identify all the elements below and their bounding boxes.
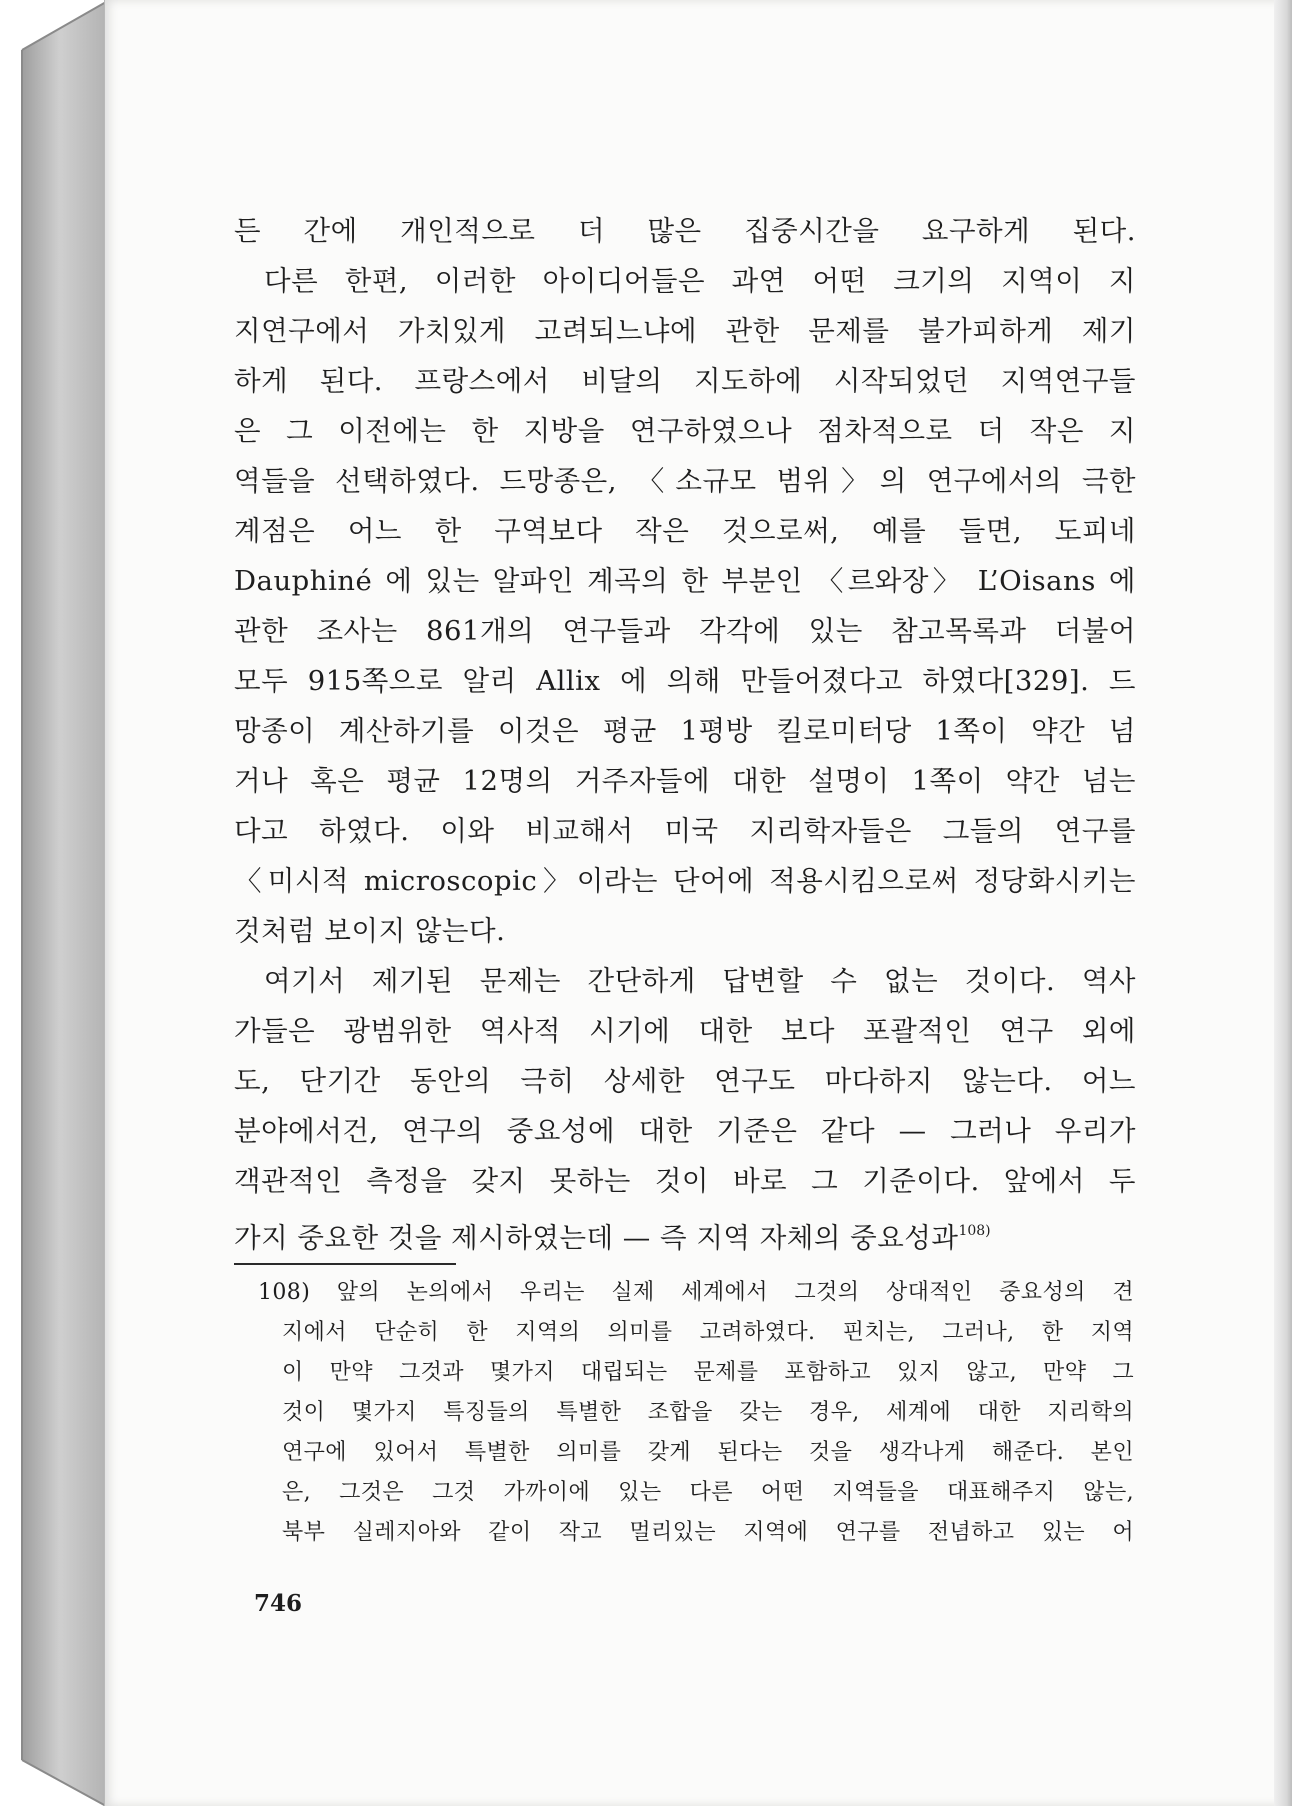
body-line-with-footnote-ref	[234, 1206, 1136, 1256]
footnote-reference: 108)	[958, 1223, 991, 1239]
footnote-line: 은, 그것은 그것 가까이에 있는 다른 어떤 지역들을 대표해주지 않는,	[282, 1480, 1134, 1505]
footnote-line: 연구에 있어서 특별한 의미를 갖게 된다는 것을 생각나게 해준다. 본인	[282, 1440, 1134, 1465]
body-line: 분야에서건, 연구의 중요성에 대한 기준은 같다 — 그러나 우리가	[234, 1115, 1136, 1147]
body-line: 지연구에서 가치있게 고려되느냐에 관한 문제를 불가피하게 제기	[234, 315, 1136, 347]
body-text	[234, 206, 1136, 1256]
body-line: 은 그 이전에는 한 지방을 연구하였으나 점차적으로 더 작은 지	[234, 415, 1136, 447]
footnote	[258, 1273, 1134, 1553]
footnote-line: 지에서 단순히 한 지역의 의미를 고려하였다. 핀치는, 그러나, 한 지역	[282, 1320, 1134, 1345]
footnote-line: 이 만약 그것과 몇가지 대립되는 문제를 포함하고 있지 않고, 만약 그	[282, 1360, 1134, 1385]
body-line: 도, 단기간 동안의 극히 상세한 연구도 마다하지 않는다. 어느	[234, 1065, 1136, 1097]
body-line: 〈미시적 microscopic〉이라는 단어에 적용시킴으로써 정당화시키는	[234, 865, 1136, 897]
body-line: 다른 한편, 이러한 아이디어들은 과연 어떤 크기의 지역이 지	[264, 265, 1136, 297]
body-line: 가들은 광범위한 역사적 시기에 대한 보다 포괄적인 연구 외에	[234, 1015, 1136, 1047]
footnote-line: 108) 앞의 논의에서 우리는 실제 세계에서 그것의 상대적인 중요성의 견	[258, 1280, 1134, 1305]
body-line: 다고 하였다. 이와 비교해서 미국 지리학자들은 그들의 연구를	[234, 815, 1136, 847]
footnote-line: 것이 몇가지 특징들의 특별한 조합을 갖는 경우, 세계에 대한 지리학의	[282, 1400, 1134, 1425]
body-line: 모두 915쪽으로 알리 Allix 에 의해 만들어졌다고 하였다[329]. 드	[234, 665, 1136, 697]
body-line: 든 간에 개인적으로 더 많은 집중시간을 요구하게 된다.	[234, 215, 1136, 247]
body-line: 여기서 제기된 문제는 간단하게 답변할 수 없는 것이다. 역사	[264, 965, 1136, 997]
body-line: 하게 된다. 프랑스에서 비달의 지도하에 시작되었던 지역연구들	[234, 365, 1136, 397]
body-line: 객관적인 측정을 갖지 못하는 것이 바로 그 기준이다. 앞에서 두	[234, 1165, 1136, 1197]
footnote-line: 북부 실레지아와 같이 작고 멀리있는 지역에 연구를 전념하고 있는 어	[282, 1520, 1134, 1545]
page-number: 746	[254, 1590, 303, 1617]
page-edge-shadow	[1274, 0, 1292, 1806]
body-line: 역들을 선택하였다. 드망종은, 〈소규모 범위〉의 연구에서의 극한	[234, 465, 1136, 497]
body-line: 계점은 어느 한 구역보다 작은 것으로써, 예를 들면, 도피네	[234, 515, 1136, 547]
body-line: 거나 혹은 평균 12명의 거주자들에 대한 설명이 1쪽이 약간 넘는	[234, 765, 1136, 797]
body-line: 것처럼 보이지 않는다.	[234, 915, 506, 947]
body-line-text: 가지 중요한 것을 제시하였는데 — 즉 지역 자체의 중요성과	[234, 1222, 959, 1254]
body-line: 관한 조사는 861개의 연구들과 각각에 있는 참고목록과 더불어	[234, 615, 1136, 647]
body-line: Dauphiné 에 있는 알파인 계곡의 한 부분인 〈르와장〉 L’Oisans 에	[234, 565, 1136, 597]
book-spine	[0, 0, 112, 1806]
footnote-divider	[234, 1263, 456, 1265]
body-line: 망종이 계산하기를 이것은 평균 1평방 킬로미터당 1쪽이 약간 넘	[234, 715, 1136, 747]
